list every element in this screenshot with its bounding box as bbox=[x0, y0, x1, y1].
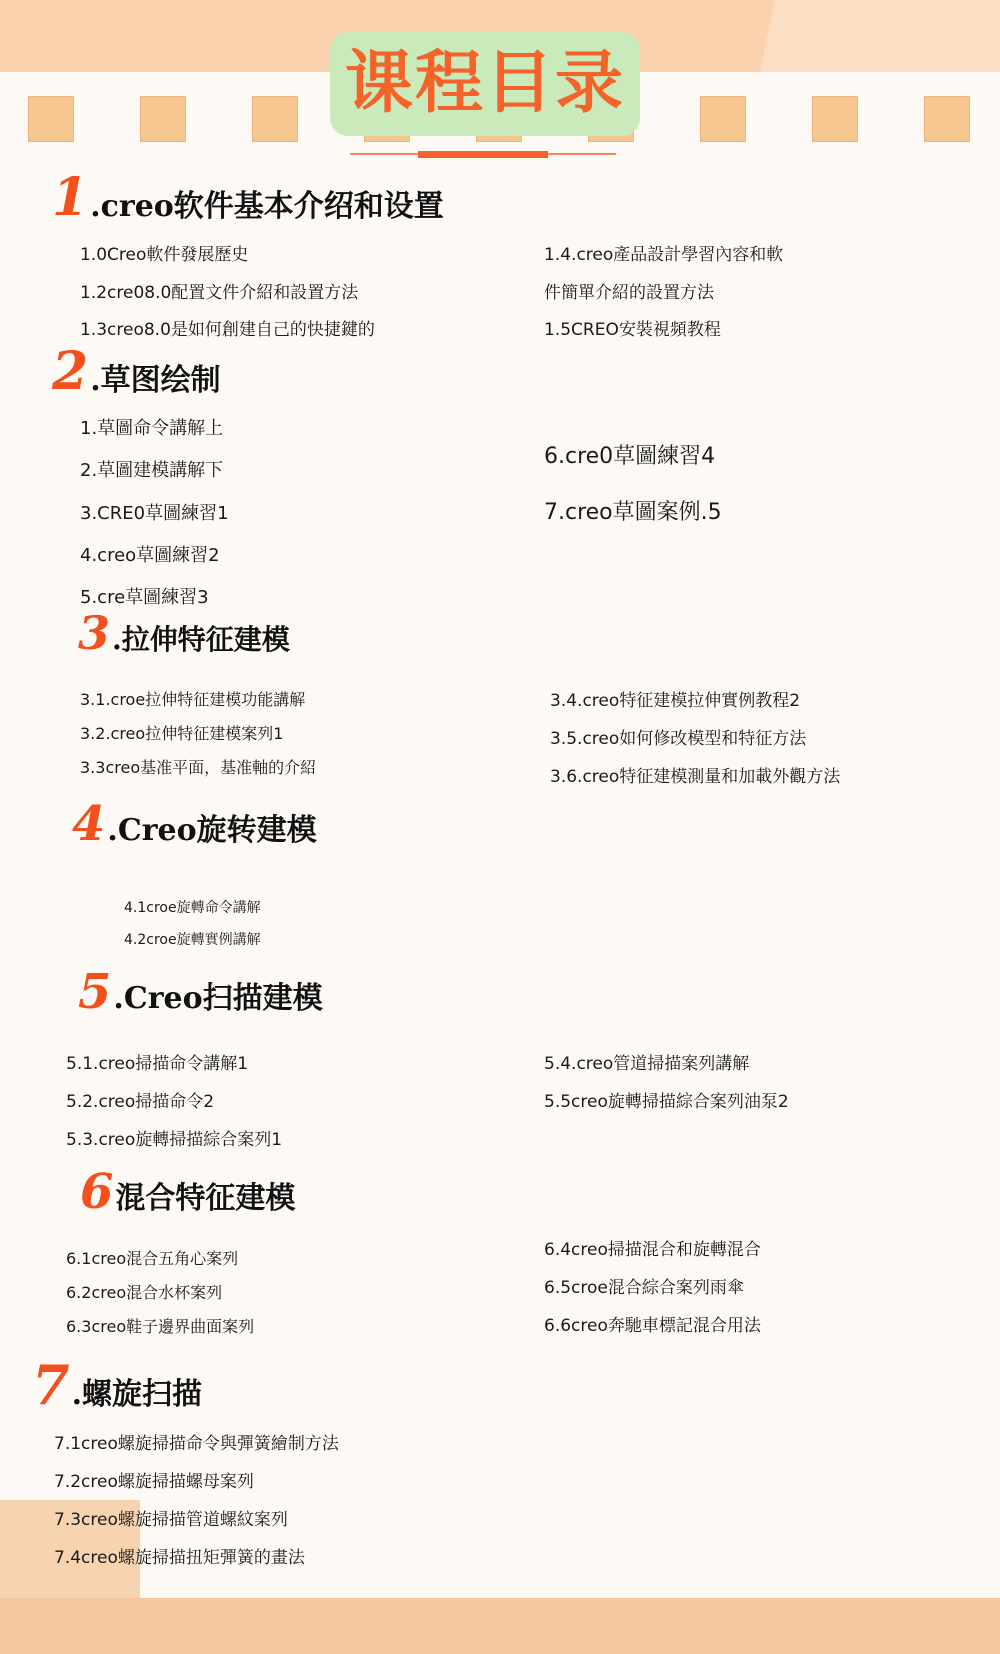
section-title: .草图绘制 bbox=[90, 363, 221, 398]
section-heading-5 bbox=[78, 964, 323, 1020]
list-item: 3.5.creo如何修改模型和特征方法 bbox=[550, 729, 807, 749]
list-item: 4.2croe旋轉實例講解 bbox=[124, 932, 261, 948]
decor-square bbox=[140, 96, 186, 142]
list-item: 7.creo草圖案例.5 bbox=[544, 500, 722, 525]
section-title: .拉伸特征建模 bbox=[112, 623, 290, 656]
list-item: 3.1.croe拉伸特征建模功能講解 bbox=[80, 690, 306, 709]
list-item: 7.1creo螺旋掃描命令與彈簧繪制方法 bbox=[54, 1434, 339, 1454]
list-item: 6.5croe混合綜合案列雨傘 bbox=[544, 1278, 744, 1298]
section-title: .Creo扫描建模 bbox=[113, 981, 323, 1016]
list-item: 5.3.creo旋轉掃描綜合案列1 bbox=[66, 1130, 283, 1150]
decor-square bbox=[28, 96, 74, 142]
list-item: 5.cre草圖練習3 bbox=[80, 587, 209, 608]
title-banner bbox=[330, 32, 640, 136]
section-title: 混合特征建模 bbox=[115, 1181, 296, 1216]
list-item: 5.5creo旋轉掃描綜合案列油泵2 bbox=[544, 1092, 789, 1112]
list-item: 7.3creo螺旋掃描管道螺紋案列 bbox=[54, 1510, 288, 1530]
section-heading-2 bbox=[52, 341, 221, 402]
list-item: 3.4.creo特征建模拉伸實例教程2 bbox=[550, 691, 801, 711]
list-item: 3.3creo基准平面，基准軸的介紹 bbox=[80, 758, 317, 777]
list-item: 1.2cre08.0配置文件介紹和設置方法 bbox=[80, 283, 359, 303]
section-number: 7 bbox=[32, 1353, 70, 1417]
section-number: 1 bbox=[52, 167, 89, 228]
list-item: 6.2creo混合水杯案列 bbox=[66, 1283, 223, 1302]
section-heading-7 bbox=[32, 1353, 203, 1417]
list-item: 1.0Creo軟件發展歷史 bbox=[80, 245, 249, 265]
section-number: 6 bbox=[80, 1164, 114, 1220]
section-number: 5 bbox=[78, 964, 112, 1020]
title-underline-accent bbox=[418, 151, 548, 158]
list-item: 2.草圖建模講解下 bbox=[80, 460, 224, 481]
section-title: .Creo旋转建模 bbox=[107, 813, 317, 848]
list-item: 1.5CREO安裝視頻教程 bbox=[544, 320, 721, 340]
section-title: .螺旋扫描 bbox=[71, 1377, 203, 1412]
decor-square bbox=[252, 96, 298, 142]
list-item: 3.2.creo拉伸特征建模案列1 bbox=[80, 724, 284, 743]
section-number: 3 bbox=[78, 606, 111, 660]
list-item: 6.4creo掃描混合和旋轉混合 bbox=[544, 1240, 761, 1260]
list-item: 7.2creo螺旋掃描螺母案列 bbox=[54, 1472, 254, 1492]
page-title: 课程目录 bbox=[344, 44, 625, 123]
list-item: 1.草圖命令講解上 bbox=[80, 418, 224, 439]
list-item: 4.1croe旋轉命令講解 bbox=[124, 900, 261, 916]
section-number: 2 bbox=[52, 341, 89, 402]
list-item: 5.2.creo掃描命令2 bbox=[66, 1092, 215, 1112]
list-item: 件簡單介紹的設置方法 bbox=[544, 283, 714, 303]
decor-square bbox=[700, 96, 746, 142]
list-item: 5.4.creo管道掃描案列講解 bbox=[544, 1054, 750, 1074]
list-item: 6.cre0草圖練習4 bbox=[544, 444, 716, 469]
section-heading-1 bbox=[52, 167, 444, 228]
section-heading-3 bbox=[78, 606, 290, 660]
section-heading-6 bbox=[80, 1164, 296, 1220]
list-item: 3.6.creo特征建模測量和加載外觀方法 bbox=[550, 767, 841, 787]
section-title: .creo软件基本介绍和设置 bbox=[90, 189, 444, 224]
list-item: 4.creo草圖練習2 bbox=[80, 545, 220, 566]
background-bottom-band bbox=[0, 1598, 1000, 1654]
section-number: 4 bbox=[72, 796, 106, 852]
decor-square bbox=[924, 96, 970, 142]
decor-square bbox=[812, 96, 858, 142]
list-item: 1.4.creo產品設計學習內容和軟 bbox=[544, 245, 784, 265]
list-item: 7.4creo螺旋掃描扭矩彈簧的畫法 bbox=[54, 1548, 305, 1568]
list-item: 6.6creo奔馳車標記混合用法 bbox=[544, 1316, 761, 1336]
list-item: 1.3creo8.0是如何創建自己的快捷鍵的 bbox=[80, 320, 375, 340]
list-item: 3.CRE0草圖練習1 bbox=[80, 503, 229, 524]
list-item: 5.1.creo掃描命令講解1 bbox=[66, 1054, 249, 1074]
list-item: 6.1creo混合五角心案列 bbox=[66, 1249, 239, 1268]
section-heading-4 bbox=[72, 796, 317, 852]
list-item: 6.3creo鞋子邊界曲面案列 bbox=[66, 1317, 255, 1336]
